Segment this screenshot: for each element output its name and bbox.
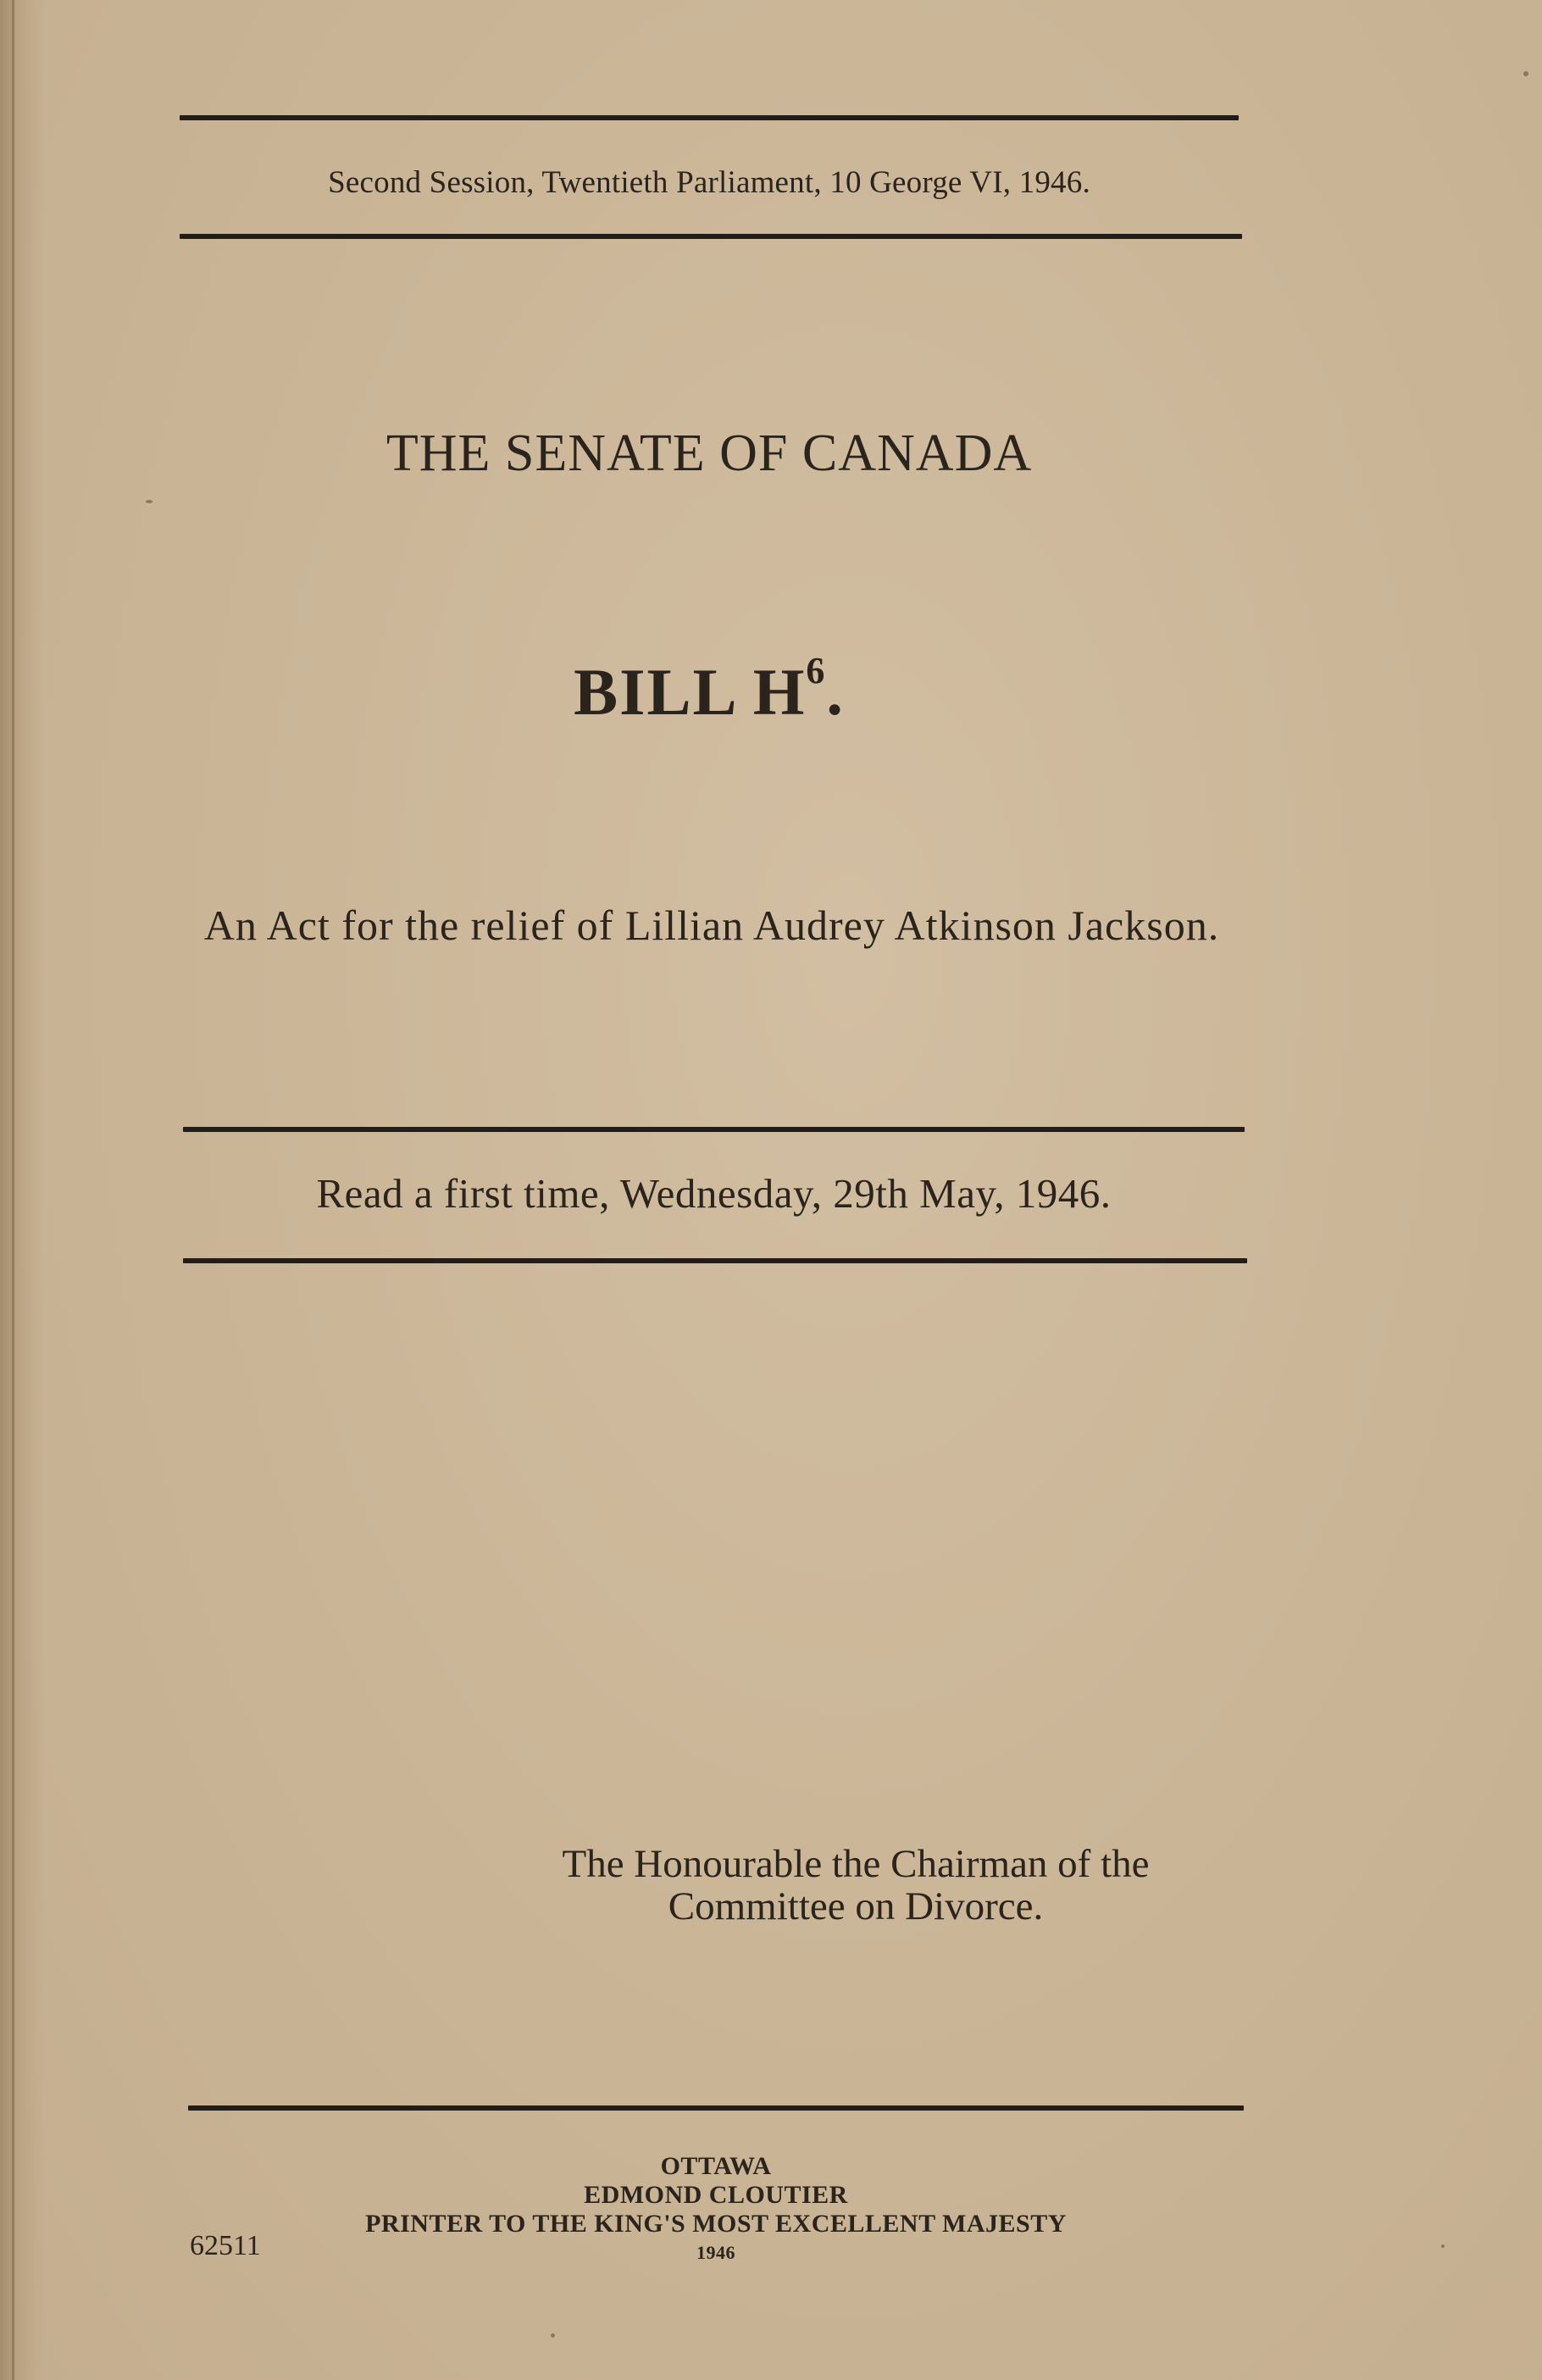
imprint-year: 1946 (696, 2242, 735, 2263)
act-title: An Act for the relief of Lillian Audrey Atkinson Jackson. (203, 902, 1220, 949)
binding-edge (0, 0, 44, 2380)
session-line: Second Session, Twentieth Parliament, 10 George VI, 1946. (328, 165, 1090, 200)
paper-speck (1441, 2244, 1445, 2248)
bill-label: BILL H (574, 655, 807, 729)
reading-rule-lower (183, 1258, 1247, 1263)
bill-suffix: . (826, 655, 845, 729)
senate-title: THE SENATE OF CANADA (386, 424, 1033, 482)
imprint-rule (188, 2105, 1244, 2111)
first-reading-line: Read a first time, Wednesday, 29th May, 1946. (316, 1170, 1112, 1217)
binding-line (12, 0, 14, 2380)
paper-speck (146, 500, 153, 503)
paper-speck (551, 2333, 555, 2338)
imprint-title: PRINTER TO THE KING'S MOST EXCELLENT MAJESTY (365, 2210, 1067, 2238)
sponsor-line-2: Committee on Divorce. (668, 1884, 1044, 1928)
sponsor-line-1: The Honourable the Chairman of the (562, 1842, 1150, 1886)
job-number: 62511 (190, 2230, 261, 2261)
bill-superscript: 6 (806, 650, 827, 691)
bill-title (180, 650, 1239, 730)
reading-rule-upper (183, 1127, 1245, 1132)
printer-imprint (188, 2152, 1244, 2267)
paper-speck (1523, 71, 1528, 76)
top-rule-upper (180, 115, 1239, 120)
imprint-city: OTTAWA (660, 2152, 772, 2180)
imprint-printer: EDMOND CLOUTIER (584, 2181, 848, 2209)
top-rule-lower (180, 234, 1242, 239)
sponsor-block (474, 1843, 1237, 1928)
